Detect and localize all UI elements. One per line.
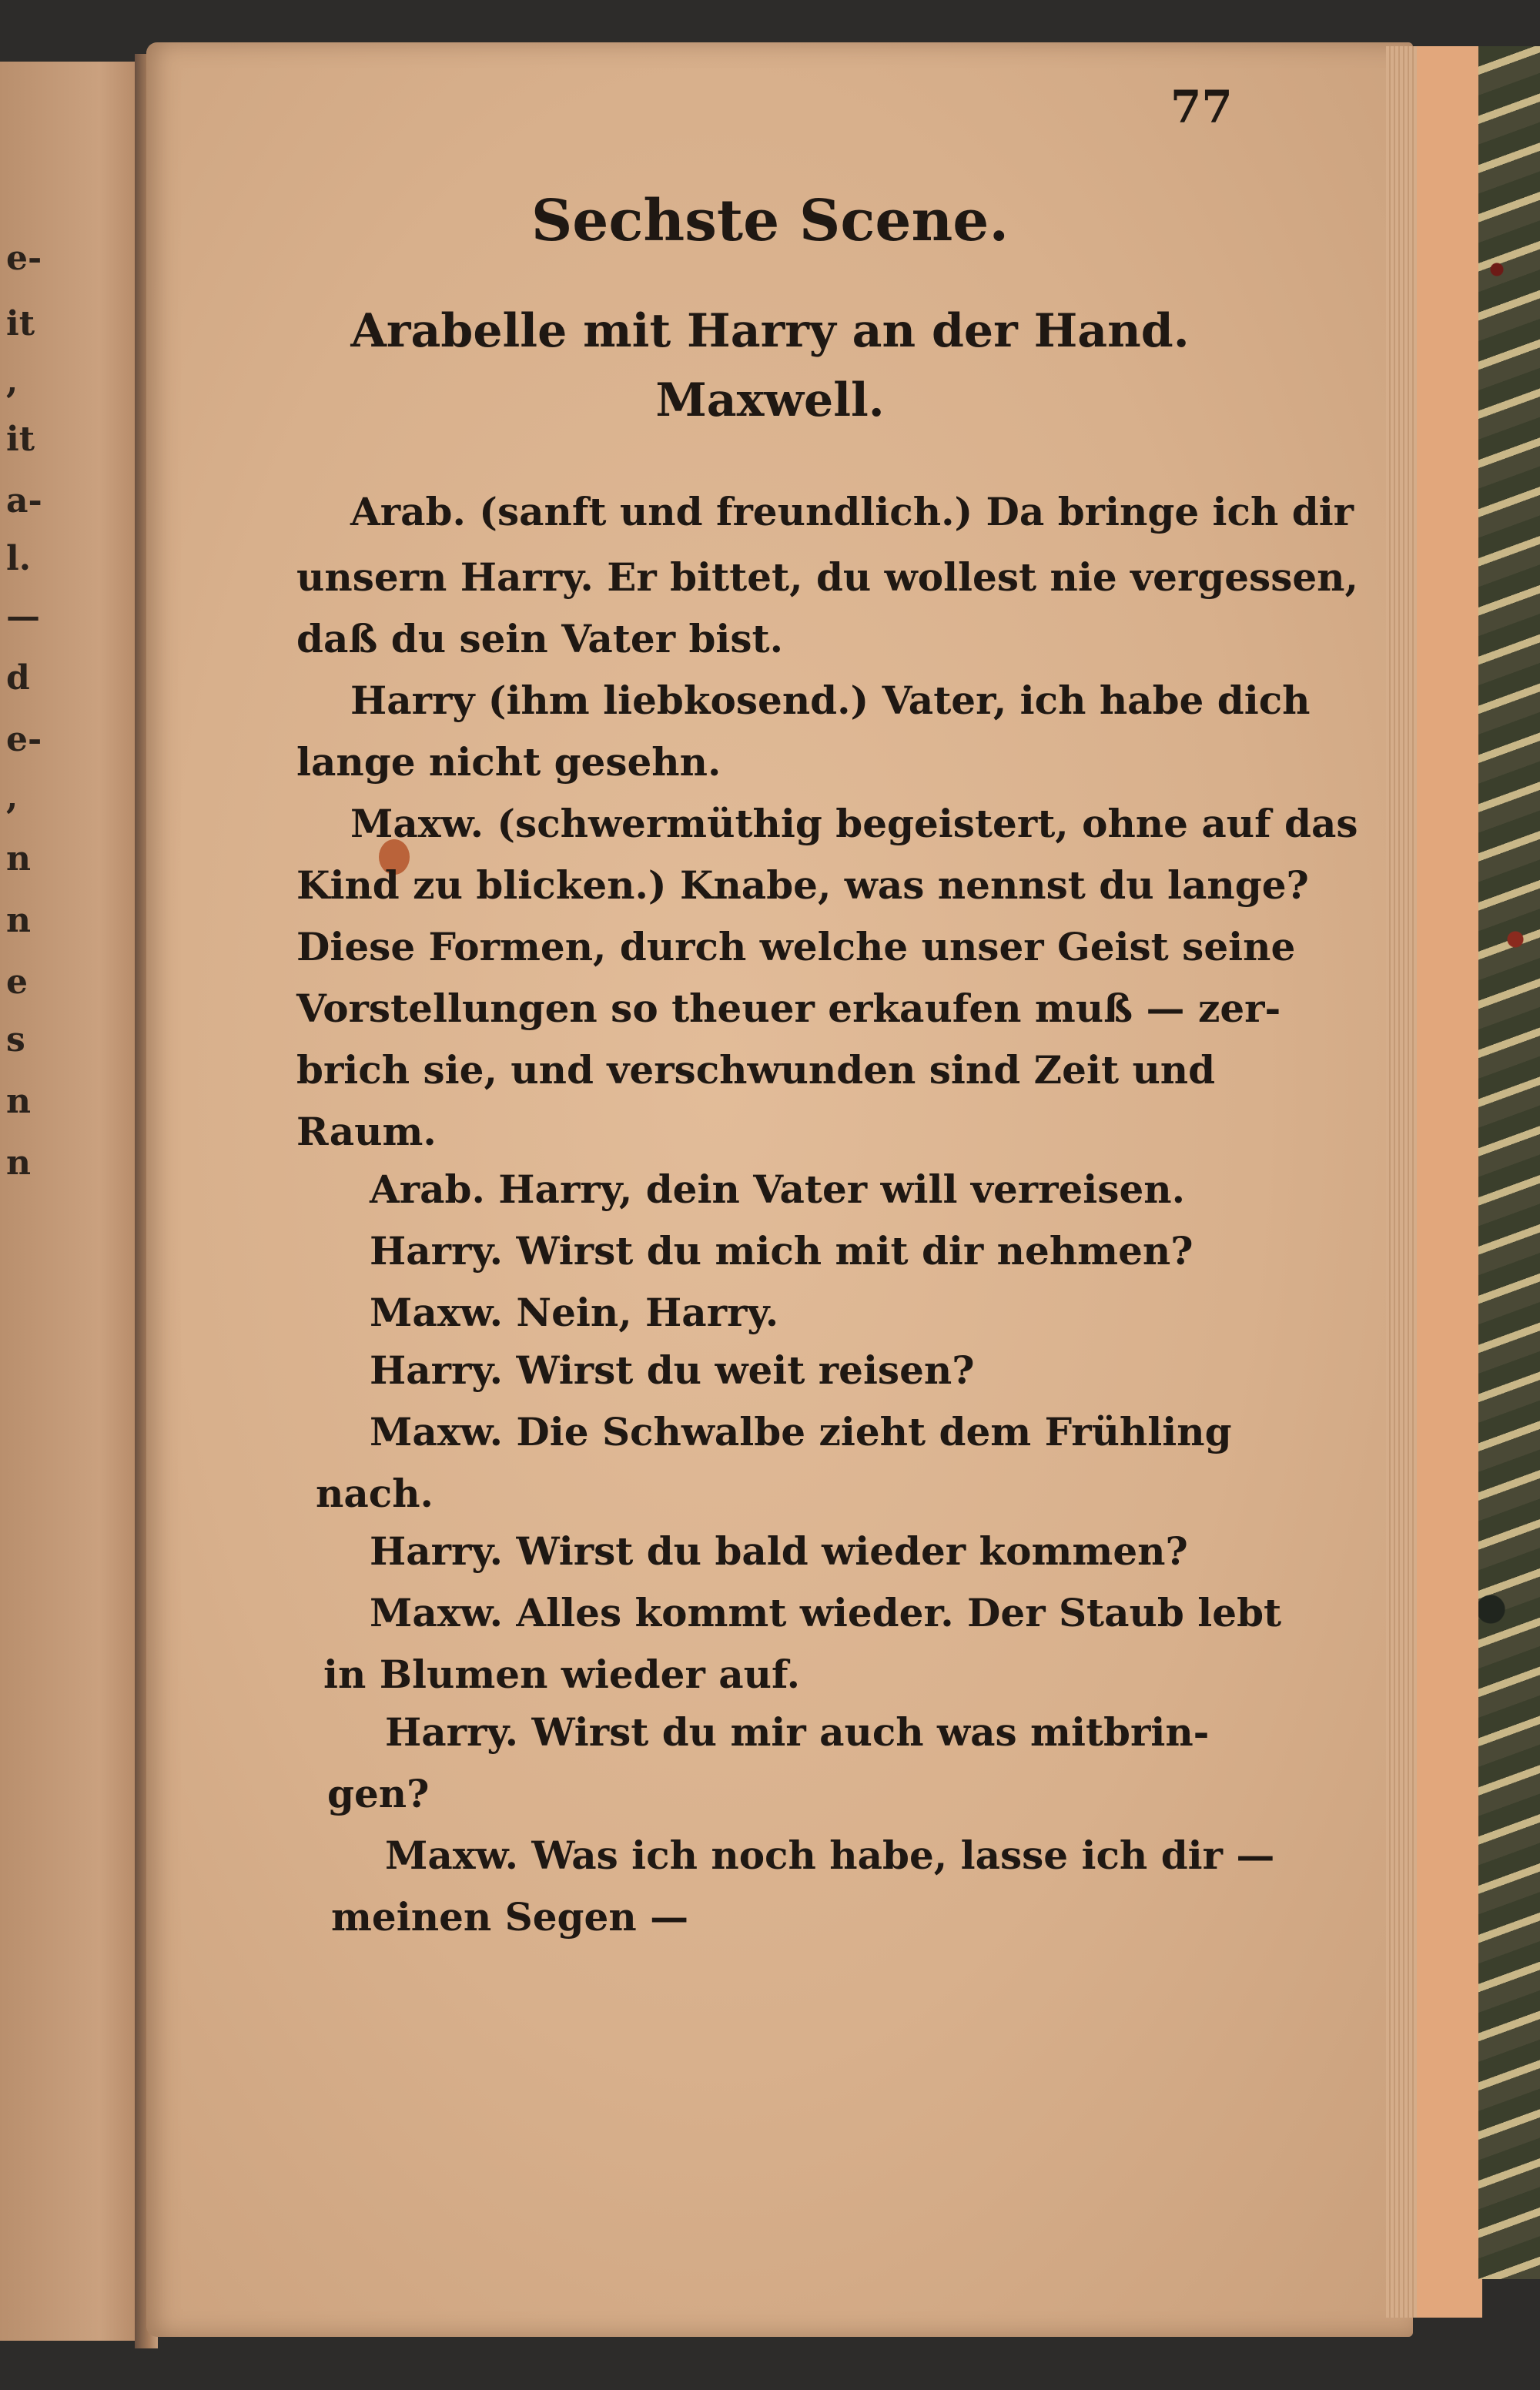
left-fragment: it	[6, 304, 35, 343]
text-line: Kind zu blicken.) Knabe, was nennst du lange?	[296, 862, 1309, 908]
text-line: Maxw. Alles kommt wieder. Der Staub lebt	[370, 1590, 1282, 1635]
text-line: Harry. Wirst du bald wieder kommen?	[370, 1528, 1188, 1574]
left-fragment: e	[6, 962, 28, 1002]
cast-line: Maxwell.	[655, 373, 885, 427]
left-fragment: —	[6, 597, 40, 636]
text-line: unsern Harry. Er bittet, du wollest nie vergessen,	[296, 554, 1358, 600]
text-line: nach.	[316, 1471, 434, 1516]
text-line: Harry. Wirst du mich mit dir nehmen?	[370, 1228, 1194, 1274]
left-fragment: e-	[6, 720, 42, 759]
left-fragment: ,	[6, 362, 18, 401]
text-line: meinen Segen —	[331, 1894, 689, 1940]
text-line: Maxw. Die Schwalbe zieht dem Frühling	[370, 1409, 1232, 1454]
text-line: Harry (ihm liebkosend.) Vater, ich habe dich	[350, 678, 1311, 723]
left-fragment: a-	[6, 481, 42, 521]
text-line: lange nicht gesehn.	[296, 739, 721, 785]
text-line: Arab. Harry, dein Vater will verreisen.	[370, 1167, 1186, 1212]
text-line: in Blumen wieder auf.	[323, 1652, 801, 1697]
text-line: Raum.	[296, 1109, 437, 1154]
text-line: Vorstellungen so theuer erkaufen muß — zer-	[296, 986, 1281, 1031]
left-fragment: d	[6, 658, 30, 698]
left-fragment: n	[6, 839, 31, 879]
text-line: Harry. Wirst du mir auch was mitbrin-	[385, 1709, 1210, 1755]
text-line: Arab. (sanft und freundlich.) Da bringe ich dir	[350, 489, 1354, 534]
text-line: Maxw. (schwermüthig begeistert, ohne auf das	[350, 801, 1358, 846]
text-line: Maxw. Was ich noch habe, lasse ich dir —	[385, 1833, 1275, 1878]
left-fragment: n	[6, 1143, 31, 1183]
left-fragment: n	[6, 901, 31, 940]
text-line: daß du sein Vater bist.	[296, 616, 784, 661]
page-number: 77	[1170, 81, 1233, 133]
left-fragment: s	[6, 1020, 25, 1059]
text-line: gen?	[327, 1771, 430, 1816]
left-fragment: it	[6, 420, 35, 459]
cast-line: Arabelle mit Harry an der Hand.	[350, 304, 1190, 358]
text-line: Maxw. Nein, Harry.	[370, 1290, 779, 1335]
left-fragment: l.	[6, 539, 32, 578]
text-line: Harry. Wirst du weit reisen?	[370, 1347, 975, 1393]
text-line: Diese Formen, durch welche unser Geist seine	[296, 924, 1296, 969]
scene-title: Sechste Scene.	[531, 188, 1009, 254]
left-fragment: e-	[6, 239, 42, 278]
left-fragment: ,	[6, 778, 18, 817]
left-fragment: n	[6, 1082, 31, 1121]
text-line: brich sie, und verschwunden sind Zeit und	[296, 1047, 1216, 1093]
